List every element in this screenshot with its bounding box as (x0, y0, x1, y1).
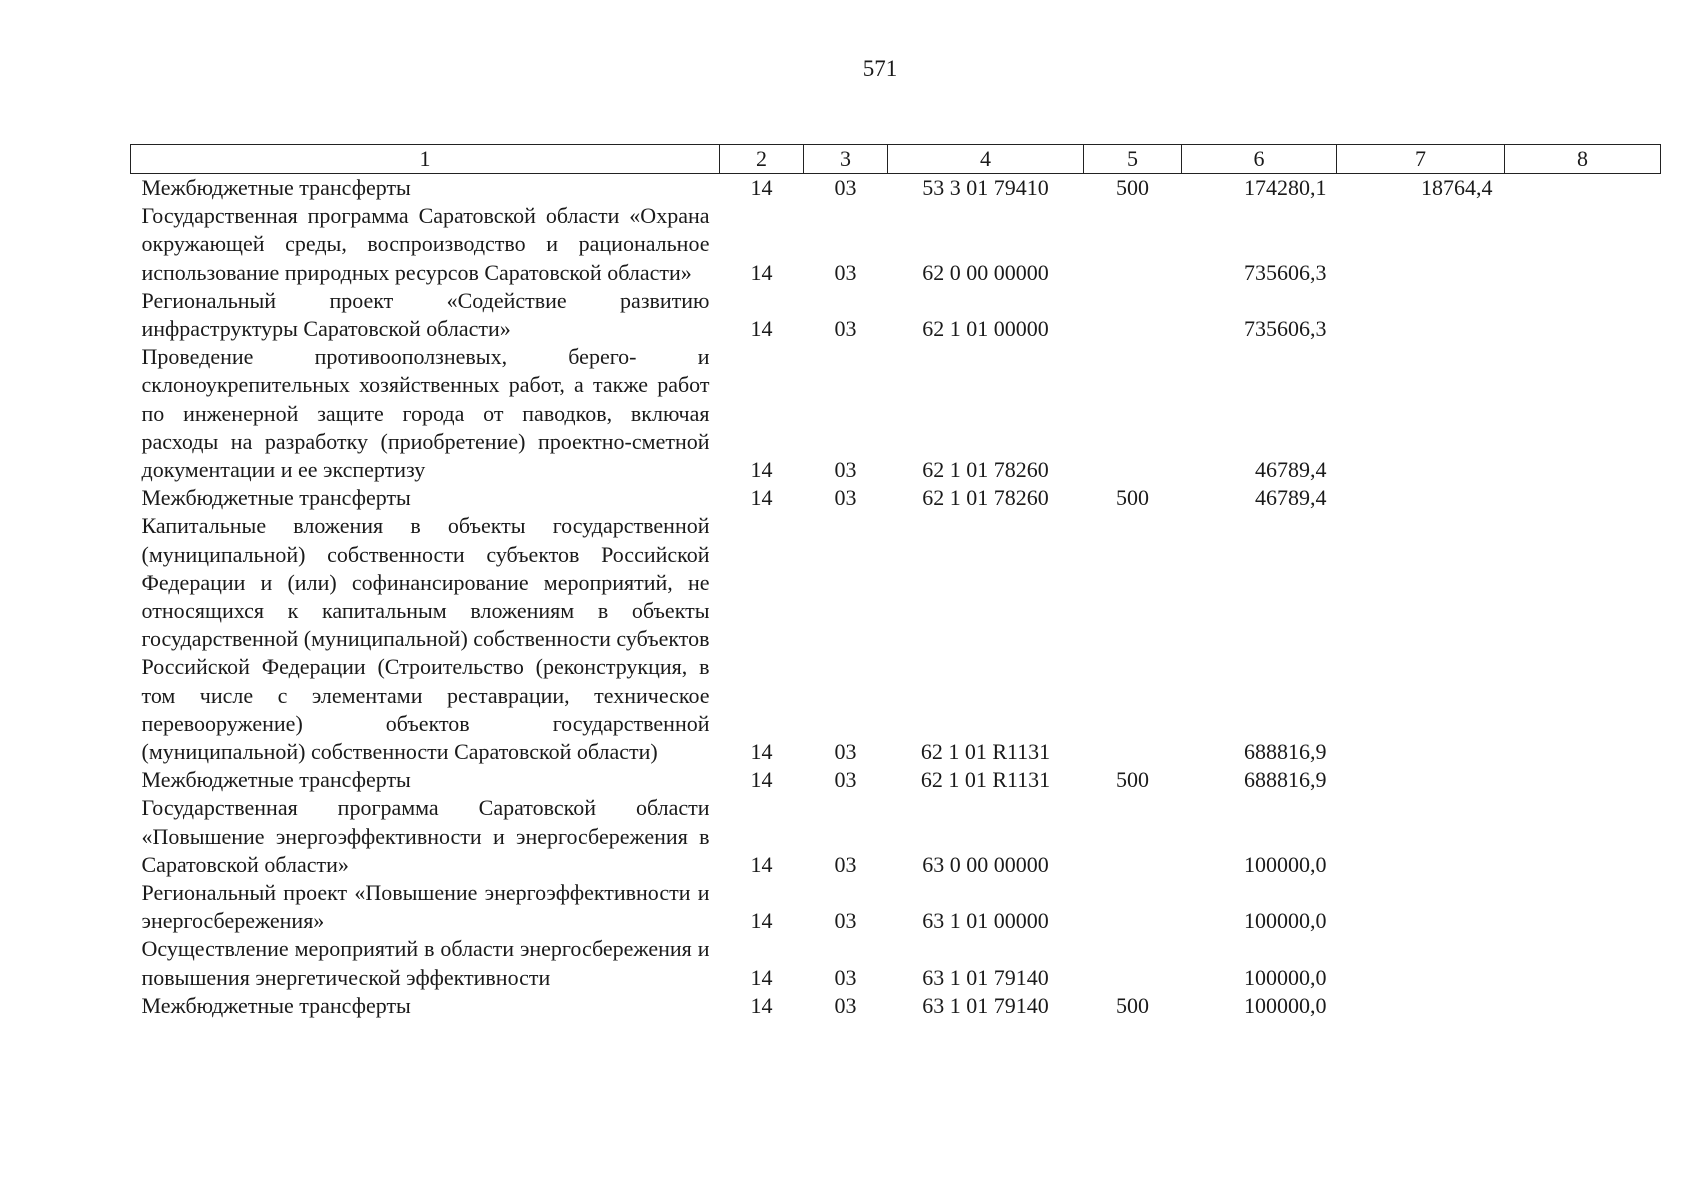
row-name-cell: Капитальные вложения в объекты государственной (муниципальной) собственности субъектов Российской Федерации и (или) софинансирование мероприятий, не относящихся к капитальным вложениям в объекты государственной (муниципальной) собственности субъектов Российской Федерации (Строительство (реконструкция, в том числе с элементами реставрации, техническое перевооружение) объектов государственной (муниципальной) собственности Саратовской области) (141, 513, 710, 765)
table-row (131, 794, 1661, 879)
header-row (131, 145, 1661, 174)
target-article-cell: 62 0 00 00000 (922, 259, 1049, 285)
amount-cell: 174280,1 (1244, 175, 1327, 200)
table-row (131, 174, 1661, 203)
section-cell: 14 (750, 316, 773, 342)
amount-cell: 100000,0 (1244, 851, 1327, 877)
expense-type-cell (1084, 794, 1182, 879)
subsection-cell: 03 (834, 992, 857, 1018)
table-row (131, 992, 1661, 1020)
target-article-cell: 63 1 01 79140 (922, 964, 1049, 990)
target-article-cell: 63 0 00 00000 (922, 851, 1049, 877)
amount-column-8-cell (1505, 287, 1661, 343)
expense-type-cell: 500 (1116, 485, 1149, 511)
expense-type-cell: 500 (1116, 175, 1149, 200)
target-article-cell: 62 1 01 00000 (922, 316, 1049, 342)
subsection-cell: 03 (834, 457, 857, 483)
table-row (131, 202, 1661, 287)
amount-cell: 46789,4 (1255, 485, 1327, 511)
amount-column-7-cell (1337, 992, 1505, 1020)
amount-column-7-cell (1337, 794, 1505, 879)
amount-column-7-cell (1337, 512, 1505, 766)
amount-cell: 46789,4 (1255, 457, 1327, 483)
expense-type-cell (1084, 287, 1182, 343)
section-cell: 14 (750, 908, 773, 934)
row-name-cell: Государственная программа Саратовской области «Повышение энергоэффективности и энергосбережения в Саратовской области» (141, 795, 710, 877)
page-number: 571 (862, 56, 898, 81)
amount-column-7-cell (1337, 202, 1505, 287)
table-row (131, 287, 1661, 343)
amount-column-7-cell (1337, 287, 1505, 343)
target-article-cell: 62 1 01 78260 (922, 485, 1049, 511)
column-header-2: 2 (720, 145, 804, 174)
section-cell: 14 (750, 767, 773, 793)
row-name-cell: Межбюджетные трансферты (141, 485, 411, 511)
row-name-cell: Осуществление мероприятий в области энергосбережения и повышения энергетической эффективности (141, 936, 710, 990)
amount-cell: 735606,3 (1244, 316, 1327, 342)
amount-column-7-cell (1337, 484, 1505, 512)
amount-column-8-cell (1505, 879, 1661, 935)
amount-column-7-cell: 18764,4 (1421, 175, 1493, 200)
amount-column-8-cell (1505, 766, 1661, 794)
amount-column-8-cell (1505, 992, 1661, 1020)
amount-column-8-cell (1505, 343, 1661, 484)
row-name-cell: Региональный проект «Содействие развитию инфраструктуры Саратовской области» (141, 287, 710, 342)
section-cell: 14 (750, 457, 773, 483)
target-article-cell: 53 3 01 79410 (922, 175, 1049, 200)
section-cell: 14 (750, 175, 773, 200)
table-row (131, 879, 1661, 935)
column-header-1: 1 (131, 145, 720, 174)
column-header-6: 6 (1182, 145, 1337, 174)
amount-column-8-cell (1505, 202, 1661, 287)
subsection-cell: 03 (834, 908, 857, 934)
column-header-4: 4 (888, 145, 1084, 174)
budget-table (130, 144, 1661, 1020)
row-name-cell: Межбюджетные трансферты (141, 767, 411, 793)
target-article-cell: 62 1 01 R1131 (920, 739, 1051, 765)
subsection-cell: 03 (834, 259, 857, 285)
expense-type-cell (1084, 202, 1182, 287)
expense-type-cell (1084, 512, 1182, 766)
row-name-cell: Межбюджетные трансферты (141, 992, 411, 1018)
target-article-cell: 63 1 01 00000 (922, 908, 1049, 934)
table-row (131, 935, 1661, 991)
amount-column-8-cell (1505, 794, 1661, 879)
row-name-cell: Межбюджетные трансферты (141, 175, 411, 200)
expense-type-cell: 500 (1116, 992, 1149, 1018)
subsection-cell: 03 (834, 767, 857, 793)
table-row (131, 766, 1661, 794)
subsection-cell: 03 (834, 739, 857, 765)
row-name-cell: Проведение противооползневых, берего- и склоноукрепительных хозяйственных работ, а также работ по инженерной защите города от паводков, включая расходы на разработку (приобретение) проектно-сметной документации и ее экспертизу (141, 344, 710, 483)
amount-cell: 100000,0 (1244, 992, 1327, 1018)
row-name-cell: Государственная программа Саратовской области «Охрана окружающей среды, воспроизводство и рациональное использование природных ресурсов Саратовской области» (141, 203, 710, 285)
table-body (131, 174, 1661, 1021)
section-cell: 14 (750, 485, 773, 511)
amount-cell: 688816,9 (1244, 739, 1327, 765)
amount-column-8-cell (1505, 174, 1661, 203)
section-cell: 14 (750, 964, 773, 990)
column-header-5: 5 (1084, 145, 1182, 174)
amount-cell: 100000,0 (1244, 908, 1327, 934)
subsection-cell: 03 (834, 851, 857, 877)
section-cell: 14 (750, 851, 773, 877)
subsection-cell: 03 (834, 964, 857, 990)
amount-column-8-cell (1505, 935, 1661, 991)
amount-column-7-cell (1337, 766, 1505, 794)
column-header-7: 7 (1337, 145, 1505, 174)
expense-type-cell (1084, 343, 1182, 484)
row-name-cell: Региональный проект «Повышение энергоэффективности и энергосбережения» (141, 880, 710, 934)
subsection-cell: 03 (834, 316, 857, 342)
target-article-cell: 62 1 01 78260 (922, 457, 1049, 483)
column-header-3: 3 (804, 145, 888, 174)
section-cell: 14 (750, 992, 773, 1018)
amount-column-7-cell (1337, 935, 1505, 991)
table-row (131, 512, 1661, 766)
table-row (131, 343, 1661, 484)
amount-cell: 688816,9 (1244, 767, 1327, 793)
amount-cell: 735606,3 (1244, 259, 1327, 285)
table-row (131, 484, 1661, 512)
target-article-cell: 62 1 01 R1131 (920, 767, 1051, 793)
amount-column-8-cell (1505, 512, 1661, 766)
amount-cell: 100000,0 (1244, 964, 1327, 990)
expense-type-cell (1084, 935, 1182, 991)
amount-column-7-cell (1337, 879, 1505, 935)
expense-type-cell (1084, 879, 1182, 935)
amount-column-7-cell (1337, 343, 1505, 484)
subsection-cell: 03 (834, 175, 857, 200)
column-header-8: 8 (1505, 145, 1661, 174)
section-cell: 14 (750, 259, 773, 285)
expense-type-cell: 500 (1116, 767, 1149, 793)
subsection-cell: 03 (834, 485, 857, 511)
amount-column-8-cell (1505, 484, 1661, 512)
target-article-cell: 63 1 01 79140 (922, 992, 1049, 1018)
section-cell: 14 (750, 739, 773, 765)
